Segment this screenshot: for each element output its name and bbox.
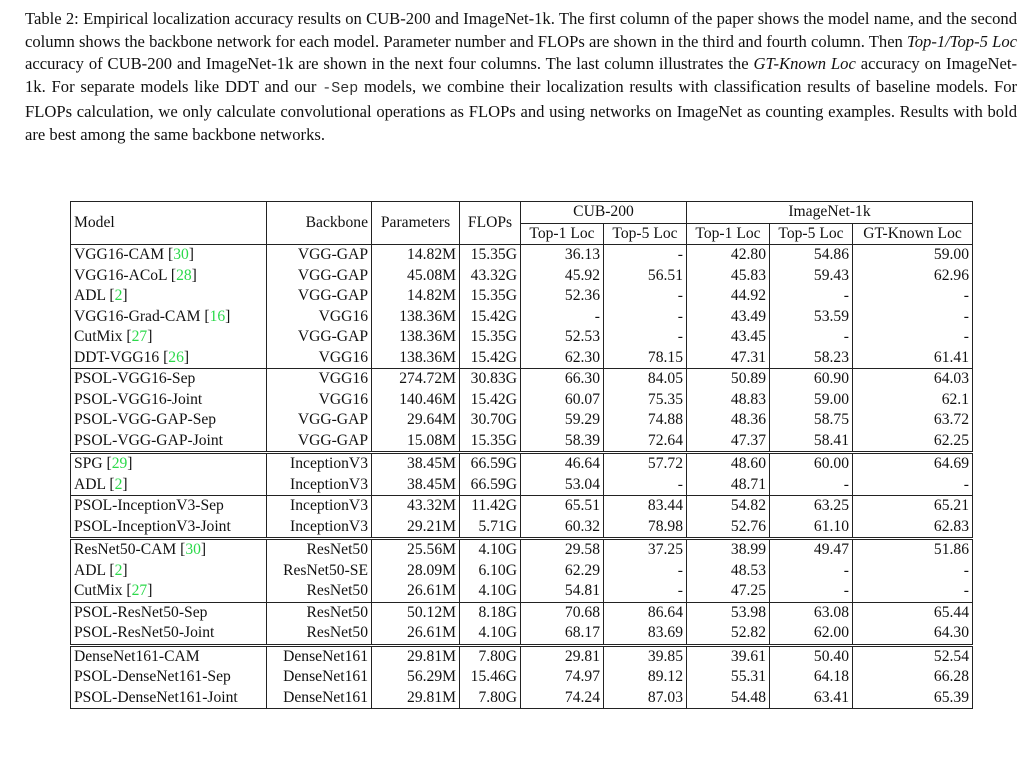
cell-parameters: 56.29M	[372, 667, 460, 688]
cell-in-top1: 42.80	[687, 245, 770, 266]
cell-in-top5: 62.00	[770, 623, 853, 645]
cell-in-top5: 54.86	[770, 245, 853, 266]
caption-text-2: accuracy of CUB-200 and ImageNet-1k are shown in the next four columns. The last column illustrates the	[25, 54, 754, 74]
cell-backbone: VGG-GAP	[267, 410, 372, 431]
model-name: ADL	[74, 475, 106, 493]
cell-in-top1: 48.53	[687, 561, 770, 582]
table-row	[71, 561, 973, 582]
cell-cub-top5: 39.85	[604, 645, 687, 667]
cell-model	[71, 266, 267, 287]
cell-in-gt-known: 51.86	[853, 539, 973, 561]
cell-in-top1: 39.61	[687, 645, 770, 667]
cell-cub-top1: 29.58	[521, 539, 604, 561]
cell-in-gt-known: -	[853, 307, 973, 328]
cell-cub-top5: -	[604, 475, 687, 496]
cell-in-gt-known: 64.69	[853, 453, 973, 475]
caption-text-4: models, we combine their localization results with classification results of baseline models. For FLOPs calculation, we only calculate convolutional operations as FLOPs and using networks on ImageNet as counting examples. Results with bold are best among the same backbone networks.	[25, 77, 1018, 144]
cell-cub-top1: 58.39	[521, 431, 604, 453]
cell-in-top5: 49.47	[770, 539, 853, 561]
model-name: PSOL-ResNet50-Joint	[74, 624, 215, 641]
cell-cub-top1: 36.13	[521, 245, 604, 266]
citation-number[interactable]: 30	[173, 246, 189, 263]
cell-cub-top1: 53.04	[521, 475, 604, 496]
table-row	[71, 688, 973, 709]
citation-number[interactable]: 29	[111, 455, 128, 472]
table-row	[71, 348, 973, 369]
cell-backbone: DenseNet161	[267, 667, 372, 688]
model-name: ResNet50-CAM	[74, 541, 177, 558]
cell-backbone: ResNet50	[267, 581, 372, 602]
cell-model	[71, 307, 267, 328]
cell-parameters: 14.82M	[372, 245, 460, 266]
caption-label: Table 2:	[25, 9, 79, 28]
cell-in-top5: 58.23	[770, 348, 853, 369]
table-row	[71, 266, 973, 287]
model-name: PSOL-ResNet50-Sep	[74, 603, 208, 621]
cell-in-top1: 55.31	[687, 667, 770, 688]
cell-flops: 15.35G	[460, 431, 521, 453]
cell-in-top5: 59.43	[770, 266, 853, 287]
cell-model	[71, 245, 267, 266]
cell-parameters: 14.82M	[372, 286, 460, 307]
model-name: DenseNet161-CAM	[74, 647, 200, 665]
cell-in-gt-known: -	[853, 561, 973, 582]
cell-parameters: 45.08M	[372, 266, 460, 287]
cell-in-gt-known: 65.21	[853, 496, 973, 517]
table-row	[71, 327, 973, 348]
citation-link[interactable]: [27]	[122, 328, 153, 345]
cell-flops: 11.42G	[460, 496, 521, 517]
header-flops: FLOPs	[460, 202, 521, 245]
citation-link[interactable]: [2]	[105, 475, 128, 493]
model-name: PSOL-InceptionV3-Sep	[74, 497, 224, 514]
cell-backbone: ResNet50-SE	[267, 561, 372, 582]
cell-in-gt-known: -	[853, 581, 973, 602]
cell-flops: 43.32G	[460, 266, 521, 287]
model-name: CutMix	[74, 328, 123, 345]
cell-in-top1: 47.25	[687, 581, 770, 602]
cell-cub-top5: 87.03	[604, 688, 687, 709]
cell-backbone: InceptionV3	[267, 475, 372, 496]
citation-number[interactable]: 30	[185, 541, 201, 558]
cell-cub-top1: 70.68	[521, 602, 604, 623]
cell-cub-top5: 84.05	[604, 369, 687, 390]
cell-in-top1: 53.98	[687, 602, 770, 623]
table-row	[71, 390, 973, 411]
cell-model	[71, 431, 267, 453]
cell-in-gt-known: 52.54	[853, 645, 973, 667]
caption-mono-sep: -Sep	[322, 80, 359, 98]
cell-in-top1: 47.31	[687, 348, 770, 369]
table-row	[71, 496, 973, 517]
cell-in-top5: -	[770, 475, 853, 496]
header-in-gt-known: GT-Known Loc	[853, 223, 973, 245]
cell-flops: 66.59G	[460, 475, 521, 496]
cell-flops: 7.80G	[460, 688, 521, 709]
cell-flops: 15.42G	[460, 307, 521, 328]
model-name: PSOL-VGG16-Sep	[74, 370, 196, 387]
cell-cub-top5: -	[604, 307, 687, 328]
cell-parameters: 15.08M	[372, 431, 460, 453]
citation-link[interactable]: [28]	[166, 266, 197, 284]
cell-cub-top1: 62.29	[521, 561, 604, 582]
cell-in-top5: 61.10	[770, 517, 853, 539]
citation-link[interactable]: [26]	[159, 348, 190, 366]
model-name: SPG	[74, 455, 103, 472]
cell-cub-top5: -	[604, 245, 687, 266]
cell-flops: 15.46G	[460, 667, 521, 688]
cell-backbone: DenseNet161	[267, 688, 372, 709]
cell-backbone: ResNet50	[267, 623, 372, 645]
cell-model	[71, 517, 267, 539]
cell-in-top5: -	[770, 286, 853, 307]
model-name: PSOL-DenseNet161-Sep	[74, 668, 231, 685]
cell-flops: 4.10G	[460, 623, 521, 645]
model-name: PSOL-InceptionV3-Joint	[74, 517, 231, 535]
cell-model	[71, 667, 267, 688]
cell-flops: 30.83G	[460, 369, 521, 390]
cell-backbone: InceptionV3	[267, 453, 372, 475]
citation-number[interactable]: 2	[114, 561, 123, 579]
citation-number[interactable]: 2	[114, 287, 123, 304]
citation-link[interactable]: [2]	[105, 287, 128, 304]
table-row	[71, 667, 973, 688]
cell-cub-top5: 83.44	[604, 496, 687, 517]
cell-model	[71, 453, 267, 475]
caption-text-3: accuracy on ImageNet-1k. For separate models like DDT and our	[25, 54, 1017, 97]
cell-cub-top5: -	[604, 286, 687, 307]
table-row	[71, 623, 973, 645]
header-in-top5: Top-5 Loc	[770, 223, 853, 245]
cell-flops: 4.10G	[460, 581, 521, 602]
cell-backbone: VGG16	[267, 369, 372, 390]
cell-flops: 15.42G	[460, 390, 521, 411]
cell-cub-top1: 52.53	[521, 327, 604, 348]
cell-cub-top5: 57.72	[604, 453, 687, 475]
cell-in-gt-known: 59.00	[853, 245, 973, 266]
cell-backbone: VGG-GAP	[267, 431, 372, 453]
model-name: PSOL-DenseNet161-Joint	[74, 688, 238, 706]
cell-in-gt-known: 62.1	[853, 390, 973, 411]
model-name: VGG16-CAM	[74, 246, 165, 263]
cell-cub-top1: 29.81	[521, 645, 604, 667]
cell-backbone: InceptionV3	[267, 517, 372, 539]
cell-parameters: 25.56M	[372, 539, 460, 561]
cell-model	[71, 475, 267, 496]
cell-in-top1: 52.76	[687, 517, 770, 539]
cell-in-top1: 43.45	[687, 327, 770, 348]
cell-cub-top1: 62.30	[521, 348, 604, 369]
cell-parameters: 138.36M	[372, 307, 460, 328]
cell-backbone: ResNet50	[267, 602, 372, 623]
cell-in-top5: -	[770, 581, 853, 602]
cell-cub-top5: 75.35	[604, 390, 687, 411]
citation-link[interactable]: [30]	[164, 246, 194, 263]
table-row	[71, 245, 973, 266]
cell-model	[71, 390, 267, 411]
cell-parameters: 29.81M	[372, 645, 460, 667]
cell-in-gt-known: 66.28	[853, 667, 973, 688]
model-name: PSOL-VGG-GAP-Joint	[74, 431, 224, 449]
cell-cub-top5: 86.64	[604, 602, 687, 623]
header-model: Model	[71, 202, 267, 245]
model-name: CutMix	[74, 582, 123, 599]
citation-link[interactable]: [2]	[105, 561, 128, 579]
cell-in-top1: 52.82	[687, 623, 770, 645]
cell-in-gt-known: -	[853, 286, 973, 307]
cell-cub-top1: -	[521, 307, 604, 328]
cell-cub-top1: 74.97	[521, 667, 604, 688]
table-row	[71, 410, 973, 431]
model-name: DDT-VGG16	[74, 348, 160, 366]
header-group-imagenet: ImageNet-1k	[687, 202, 973, 224]
cell-model	[71, 539, 267, 561]
cell-parameters: 50.12M	[372, 602, 460, 623]
cell-parameters: 28.09M	[372, 561, 460, 582]
cell-in-top1: 44.92	[687, 286, 770, 307]
cell-in-top5: 58.41	[770, 431, 853, 453]
cell-backbone: VGG16	[267, 390, 372, 411]
cell-in-top5: 59.00	[770, 390, 853, 411]
header-parameters: Parameters	[372, 202, 460, 245]
cell-flops: 15.35G	[460, 327, 521, 348]
cell-model	[71, 286, 267, 307]
cell-parameters: 138.36M	[372, 327, 460, 348]
cell-parameters: 26.61M	[372, 581, 460, 602]
cell-in-top1: 48.83	[687, 390, 770, 411]
citation-link[interactable]: [16]	[200, 307, 231, 325]
cell-in-top1: 48.60	[687, 453, 770, 475]
cell-cub-top5: 78.98	[604, 517, 687, 539]
citation-number[interactable]: 28	[176, 266, 192, 284]
cell-backbone: VGG16	[267, 307, 372, 328]
cell-flops: 6.10G	[460, 561, 521, 582]
model-name: VGG16-ACoL	[74, 266, 167, 284]
cell-in-top5: 63.08	[770, 602, 853, 623]
table-row	[71, 369, 973, 390]
cell-cub-top1: 59.29	[521, 410, 604, 431]
cell-cub-top5: 37.25	[604, 539, 687, 561]
cell-cub-top1: 68.17	[521, 623, 604, 645]
cell-in-top5: 63.41	[770, 688, 853, 709]
model-name: ADL	[74, 561, 106, 579]
table-row	[71, 645, 973, 667]
citation-number[interactable]: 27	[131, 328, 148, 345]
model-name: ADL	[74, 287, 106, 304]
cell-in-top1: 54.48	[687, 688, 770, 709]
cell-flops: 8.18G	[460, 602, 521, 623]
model-name: PSOL-VGG16-Joint	[74, 390, 203, 408]
cell-cub-top1: 54.81	[521, 581, 604, 602]
cell-model	[71, 645, 267, 667]
header-cub-top5: Top-5 Loc	[604, 223, 687, 245]
cell-parameters: 38.45M	[372, 453, 460, 475]
cell-backbone: VGG-GAP	[267, 286, 372, 307]
cell-model	[71, 561, 267, 582]
table-row	[71, 517, 973, 539]
cell-in-top5: 60.90	[770, 369, 853, 390]
cell-in-gt-known: 62.25	[853, 431, 973, 453]
cell-cub-top1: 60.07	[521, 390, 604, 411]
cell-parameters: 29.81M	[372, 688, 460, 709]
cell-model	[71, 688, 267, 709]
cell-cub-top5: -	[604, 327, 687, 348]
citation-link[interactable]: [29]	[102, 455, 133, 472]
cell-in-top5: 63.25	[770, 496, 853, 517]
cell-in-top1: 50.89	[687, 369, 770, 390]
citation-number[interactable]: 16	[209, 307, 226, 325]
header-in-top1: Top-1 Loc	[687, 223, 770, 245]
table-caption	[25, 8, 1017, 146]
cell-in-gt-known: 64.03	[853, 369, 973, 390]
citation-number[interactable]: 27	[131, 582, 148, 599]
cell-model	[71, 581, 267, 602]
cell-cub-top1: 66.30	[521, 369, 604, 390]
cell-cub-top1: 65.51	[521, 496, 604, 517]
cell-flops: 30.70G	[460, 410, 521, 431]
cell-in-top5: 60.00	[770, 453, 853, 475]
cell-in-top1: 48.36	[687, 410, 770, 431]
cell-in-top1: 45.83	[687, 266, 770, 287]
cell-cub-top5: -	[604, 561, 687, 582]
cell-in-top5: -	[770, 561, 853, 582]
cell-in-gt-known: 65.44	[853, 602, 973, 623]
table-row	[71, 307, 973, 328]
cell-in-gt-known: 63.72	[853, 410, 973, 431]
cell-parameters: 43.32M	[372, 496, 460, 517]
cell-cub-top1: 74.24	[521, 688, 604, 709]
cell-backbone: ResNet50	[267, 539, 372, 561]
cell-in-top1: 38.99	[687, 539, 770, 561]
cell-cub-top5: 89.12	[604, 667, 687, 688]
table-row	[71, 602, 973, 623]
cell-in-top1: 43.49	[687, 307, 770, 328]
citation-number[interactable]: 2	[114, 475, 123, 493]
model-name: PSOL-VGG-GAP-Sep	[74, 411, 217, 428]
cell-parameters: 26.61M	[372, 623, 460, 645]
cell-cub-top1: 52.36	[521, 286, 604, 307]
table-row	[71, 581, 973, 602]
header-backbone: Backbone	[267, 202, 372, 245]
cell-in-top1: 48.71	[687, 475, 770, 496]
cell-in-gt-known: -	[853, 475, 973, 496]
cell-model	[71, 369, 267, 390]
cell-cub-top5: 74.88	[604, 410, 687, 431]
cell-in-gt-known: -	[853, 327, 973, 348]
cell-parameters: 38.45M	[372, 475, 460, 496]
cell-backbone: VGG-GAP	[267, 327, 372, 348]
table-row	[71, 286, 973, 307]
cell-flops: 7.80G	[460, 645, 521, 667]
cell-cub-top5: 72.64	[604, 431, 687, 453]
cell-parameters: 29.21M	[372, 517, 460, 539]
cell-flops: 15.35G	[460, 245, 521, 266]
cell-cub-top5: 78.15	[604, 348, 687, 369]
cell-parameters: 274.72M	[372, 369, 460, 390]
cell-cub-top1: 45.92	[521, 266, 604, 287]
table-row	[71, 539, 973, 561]
cell-backbone: DenseNet161	[267, 645, 372, 667]
cell-cub-top5: 83.69	[604, 623, 687, 645]
table-row	[71, 453, 973, 475]
caption-italic-gt-known: GT-Known Loc	[753, 54, 856, 74]
cell-cub-top1: 60.32	[521, 517, 604, 539]
cell-model	[71, 602, 267, 623]
cell-in-gt-known: 65.39	[853, 688, 973, 709]
cell-in-top5: 53.59	[770, 307, 853, 328]
cell-model	[71, 327, 267, 348]
cell-cub-top5: 56.51	[604, 266, 687, 287]
cell-flops: 15.35G	[460, 286, 521, 307]
table-row	[71, 431, 973, 453]
cell-flops: 66.59G	[460, 453, 521, 475]
cell-in-top5: -	[770, 327, 853, 348]
table-row	[71, 475, 973, 496]
cell-in-top5: 58.75	[770, 410, 853, 431]
cell-parameters: 138.36M	[372, 348, 460, 369]
cell-flops: 15.42G	[460, 348, 521, 369]
header-group-cub200: CUB-200	[521, 202, 687, 224]
cell-model	[71, 496, 267, 517]
cell-flops: 5.71G	[460, 517, 521, 539]
cell-parameters: 29.64M	[372, 410, 460, 431]
results-table	[70, 201, 973, 709]
citation-link[interactable]: [30]	[176, 541, 207, 558]
cell-backbone: VGG16	[267, 348, 372, 369]
cell-backbone: InceptionV3	[267, 496, 372, 517]
cell-in-gt-known: 61.41	[853, 348, 973, 369]
citation-link[interactable]: [27]	[122, 582, 153, 599]
caption-text-1: Empirical localization accuracy results on CUB-200 and ImageNet-1k. The first column of the paper shows the model name, and the second column shows the backbone network for each model. Parameter number and FLOPs are shown in the third and fourth column. Then	[25, 9, 1017, 51]
cell-in-gt-known: 64.30	[853, 623, 973, 645]
cell-cub-top1: 46.64	[521, 453, 604, 475]
cell-parameters: 140.46M	[372, 390, 460, 411]
cell-backbone: VGG-GAP	[267, 245, 372, 266]
caption-italic-top1-top5: Top-1/Top-5 Loc	[907, 31, 1017, 51]
citation-number[interactable]: 26	[168, 348, 184, 366]
cell-cub-top5: -	[604, 581, 687, 602]
cell-model	[71, 348, 267, 369]
header-cub-top1: Top-1 Loc	[521, 223, 604, 245]
cell-model	[71, 623, 267, 645]
cell-backbone: VGG-GAP	[267, 266, 372, 287]
cell-flops: 4.10G	[460, 539, 521, 561]
cell-in-top5: 64.18	[770, 667, 853, 688]
model-name: VGG16-Grad-CAM	[74, 307, 201, 325]
cell-in-top1: 47.37	[687, 431, 770, 453]
cell-in-top5: 50.40	[770, 645, 853, 667]
cell-in-gt-known: 62.96	[853, 266, 973, 287]
cell-in-top1: 54.82	[687, 496, 770, 517]
cell-in-gt-known: 62.83	[853, 517, 973, 539]
cell-model	[71, 410, 267, 431]
